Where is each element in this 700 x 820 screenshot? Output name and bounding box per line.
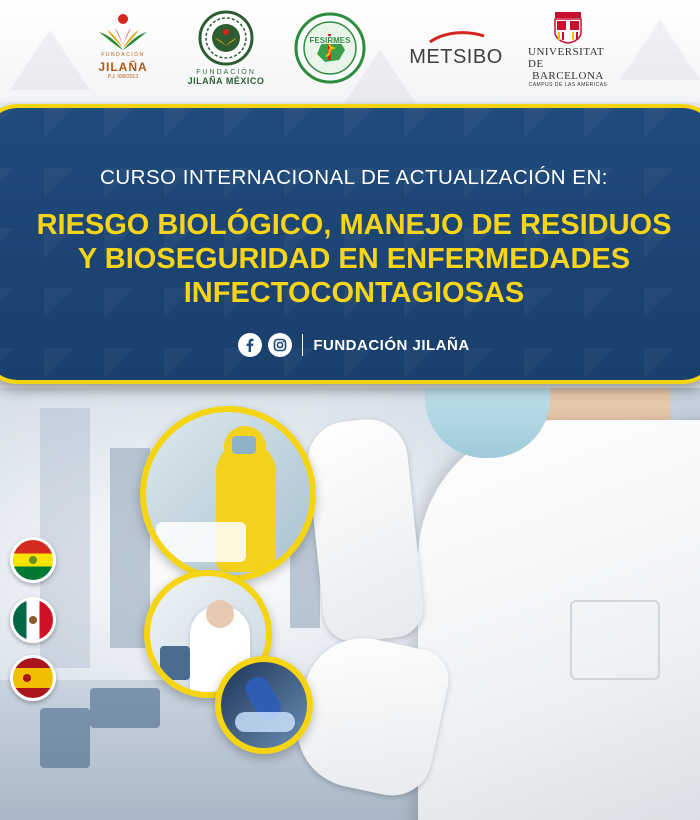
spain-flag bbox=[10, 655, 56, 701]
jilana-emblem-icon bbox=[93, 10, 153, 52]
course-title bbox=[4, 208, 700, 310]
fundacion-jilana-logo bbox=[86, 10, 160, 80]
instagram-icon[interactable] bbox=[268, 333, 292, 357]
social-handle: FUNDACIÓN JILAÑA bbox=[313, 336, 470, 354]
bolivia-flag bbox=[10, 537, 56, 583]
course-title-line-2: Y BIOSEGURIDAD EN ENFERMEDADES bbox=[77, 243, 631, 275]
fesirmes-seal-icon bbox=[293, 10, 367, 88]
uniform-pocket bbox=[570, 600, 660, 680]
course-title-banner bbox=[0, 104, 700, 384]
logo-strip bbox=[0, 0, 700, 102]
jilana-name: JILAÑA bbox=[98, 60, 148, 74]
facebook-icon[interactable] bbox=[238, 333, 262, 357]
jilana-mexico-small-text: FUNDACIÓN bbox=[196, 69, 256, 76]
metsibo-swoosh-icon bbox=[426, 30, 486, 44]
course-title-line-3: INFECTOCONTAGIOSAS bbox=[183, 277, 525, 309]
fesirmes-name: FESIRMES bbox=[309, 36, 351, 45]
hazmat-worker-photo bbox=[140, 406, 316, 582]
metsibo-name: METSIBO bbox=[409, 46, 503, 68]
jilana-small-text: FUNDACIÓN bbox=[101, 52, 145, 58]
course-subtitle: CURSO INTERNACIONAL DE ACTUALIZACIÓN EN: bbox=[100, 166, 608, 189]
social-separator bbox=[302, 334, 303, 356]
mexico-flag bbox=[10, 597, 56, 643]
course-title-line-1: RIESGO BIOLÓGICO, MANEJO DE RESIDUOS bbox=[36, 209, 672, 241]
jilana-mexico-emblem-icon bbox=[198, 10, 254, 66]
social-row bbox=[4, 333, 700, 357]
metsibo-logo bbox=[398, 30, 514, 69]
ub-name-bottom: BARCELONA bbox=[532, 70, 604, 82]
test-tube-photo bbox=[215, 656, 313, 754]
ub-name-top: UNIVERSITAT DE bbox=[528, 46, 604, 70]
universitat-barcelona-logo bbox=[528, 10, 608, 88]
fundacion-jilana-mexico-logo bbox=[180, 10, 272, 86]
ub-campus: CAMPUS DE LAS AMÉRICAS bbox=[528, 82, 608, 88]
ub-shield-icon bbox=[553, 10, 583, 44]
jilana-mexico-name: JILAÑA MÉXICO bbox=[187, 76, 265, 86]
fesirmes-logo bbox=[293, 10, 367, 88]
jilana-pj: P.J. 999/2013 bbox=[107, 74, 139, 80]
